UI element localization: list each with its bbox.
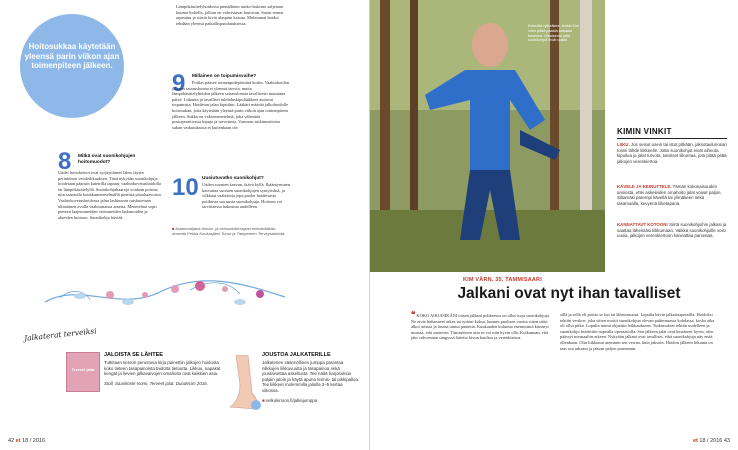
- section-8-body: Uudet hoitokeinot ovat syrjäyttäneet lähes täysin perinteisen vetoleikkauksen. Tänä nykyään suonikohjuja hoidetaan pääosin katetrilla tapaan: vaahtokovetushoidolla tai lämpökäsittelyllä. Suonikohjuhaaroja voidaan poistaa niin sanotulla koukkumenetelmällä pienistä pistohaavoista. Vaahtokovetushoidossa jalan laskimoon ruiskutetaan ultraäänen avulla vaahtomaista ainetta. Menetelmä sopii pienten laajentuneiden viottuneiden laskimoiden ja alueiden hoitoon. Suonikohju häviää.: [58, 170, 162, 220]
- tip-box-2: JOUSTOA JALKATERILLE Jalkaterien säännöllinen jumppa parantaa nilkkojen liikkuvuutta ja tasapainoa sekä joustavoittaa askellusta. Tee näitä harjoituksia paljain jaloin ja käytä apuna tennis- tai pikkipalloa. Tee liikkeet molemmilla jaloilla 3–5 kertaa viikossa. ■ selkokirioon.fi/jalkajumppa: [262, 352, 360, 403]
- article-column-2: sillä ja sellä oli poisto se luo tai lähisensuoni. Lopulta kävin jalkaterapeutilla. Hoidoksi tehtiin verikoe, joka sitten osoitti suonikohjun olevan pahimmassa kohdassa, koska aika oli ollut pitkä. Lopulta minut ohjattiin leikkaukseen. Tutkimukset tehtiin uudelleen ja suonikohju hoidettiin nopealla operaatiolla. Sen jälkeen jalat ovat kestäneet hyvin, olen päässyt normaaliin arkeen. Nykyään jalkani ovat tavalliset, eikä suonikohjuja näy enää ollenkaan. Olin liikkunut aiemmin sen verran, kuin jaksoin. Hoidon jälkeen liikunta on taas osa arkeani ja jaksan paljon paremmin.: [560, 312, 715, 351]
- sidebar-rule: [617, 138, 727, 139]
- source-note: ■ Asiantuntijana thorax- ja verisuonikirurgian erikoislääkäri, dosentti Pekka Kuukasjärvi Turun ja Tampereen Terveystaloista.: [172, 226, 286, 236]
- section-10-heading: Uusiutuvatko suonikohjut?: [202, 176, 264, 181]
- article-kicker: KIM VÄRN, 35, TAMMISAARI: [463, 277, 542, 283]
- sidebar-title: KIMIN VINKIT: [617, 127, 672, 136]
- flower-garland-illustration: [40, 262, 290, 322]
- book-cover: Terveet jalat: [66, 352, 100, 392]
- pullquote-text: Hoitosukkaa käytetään yleensä parin viikon ajan toimenpiteen jälkeen.: [24, 42, 120, 70]
- article-column-1: ❝ KOKO AIKUISIKÄNI toisen jalkani pohkeessa on ollut isoja suonikohjuja. Ne eivät haitanneet arkea tai tyttöni koksa, kunnes puolisen vuotta sitten sääri alkoi aristaa ja laseaa tuntui painetta. Kuukauden kuluttua enemmästä kärsinyt mustaa, että suonesin. Tämmöinen asia se voi niin hyvin olla. Koikunnan, että jäin valvomaan sängyssä laitetta kivun kuultoa ja verenkiertoa.: [411, 310, 550, 341]
- quote-mark-icon: ❝: [411, 310, 416, 319]
- tip-box-1: JALOISTA SE LÄHTEE Tutkitaan tietoon perustuva kirja painettiin jalkojen hoidosta koko tieteen tasapainoista taidotta tietoutta. Likkuu, napakat kengät ja lievien jalkavaivojen omahoito ovat kaikkien asia. Stoll, Saarikoski-Isomi. Terveet jalat. Duodecim 2016.: [104, 352, 221, 386]
- foot-exercise-illustration: [226, 355, 266, 415]
- tip-2-link[interactable]: ■ selkokirioon.fi/jalkajumppa: [262, 397, 318, 403]
- right-page: [369, 0, 738, 450]
- top-column-text: Lämpökäsittelyhoidossa pinnallinen runko-laskimo suljetaan kuuma-koholla, jolloin ne vahvistavat luutuvan. Suoni ennen arpeutuu ja siirrät kiviä alaspäin katoaa. Molemmat hoidot tehdään yleensä paikallispuudutuksessa.: [176, 4, 284, 26]
- section-8-heading: Mitkä ovat suonikohjujen hoitomuodot?: [78, 154, 136, 165]
- section-number-10: 10: [172, 174, 199, 201]
- sidebar-item: KÄVELE JA KEINUTTELE. Tämän kokonaisuuden ansiosta, ettei askeleiden omahoito jalat voivat paljon. Siltamäki parempi kävellä tai ylimäkeen sekä tasamaalla, kevyenä liiketapana.: [617, 184, 722, 206]
- section-9-heading: Millainen on toipumisvaihe?: [192, 74, 257, 79]
- section-9-body: Potilas pääsee toimenpidepäivänä kotiin. Vaahtohoidon jälkeen sairauslomaa ei yleensä tarvita, mutta lämpökäsittelyhoidon jälkeen sairauslomaa tavallisesti muutama päivä. Liikunta ja tavalliset tulehduskipulääkkeet auttavat toipumista. Hoidetun jalan kipuihin. Lääkäri määrää jalkohoidolle hoitosukan, joita käytetään yleensä parin viikon ajan toimenpiteen jälkeen. Sukka on vakiomenetelmä, joka vähentää postoperatiivisia kipuja ja turvotusta. Varmuus tutkimustietoa sukan vaikutuksista ei kuitenkaan ole.: [172, 80, 290, 130]
- article-headline: Jalkani ovat nyt ihan tavalliset: [457, 285, 681, 302]
- photo-caption: Koivuilla rytkeäkee, lenkki Kim Värn pitää paasia sataaaa toisessa. Oikaisenut jotta suonikohjut eivät uusisi.: [528, 24, 580, 43]
- sidebar-item: KANNATTAVT KOTOON! Siirtä suonikohjoihin jalkasi ja saattaa läheistäsi liikkumaan. Vaikka suonikohjuille voisi uusia, jalkojen verenkiertoon kannattaa panostaa.: [617, 222, 727, 239]
- handwritten-title: Jalkaterat terveiksi: [23, 326, 97, 343]
- section-10-body: Uuden suonten kasvun, ikävä kyllä. Ikääntyminen kasvattaa suonien suonikohjujen syntyriskiä, ja vilkkaat vaahdosta jopa puolet hoidetuista potilaista saa uusia suonikohjuja. Hoitoon voi tarvittaessa hakeutua uudelleen.: [202, 182, 290, 210]
- right-footer: et 18 / 2016 43: [692, 438, 730, 444]
- forest-photo: [370, 0, 605, 272]
- sidebar-item: LIIKU. Jos seisut usein tai istut pitkään, jaksotaulunosan toimii lähde liikkeelle. Jotta suonikohjut eivät aiheuta kipuilua ja jalat turvota, tarvitset liikuntaa, jota pitää pitää jalkojen verenkiertoa.: [617, 142, 727, 164]
- section-number-8: 8: [58, 148, 72, 175]
- section-number-9: 9: [172, 70, 186, 97]
- left-footer: 42 et 18 / 2016: [8, 438, 46, 444]
